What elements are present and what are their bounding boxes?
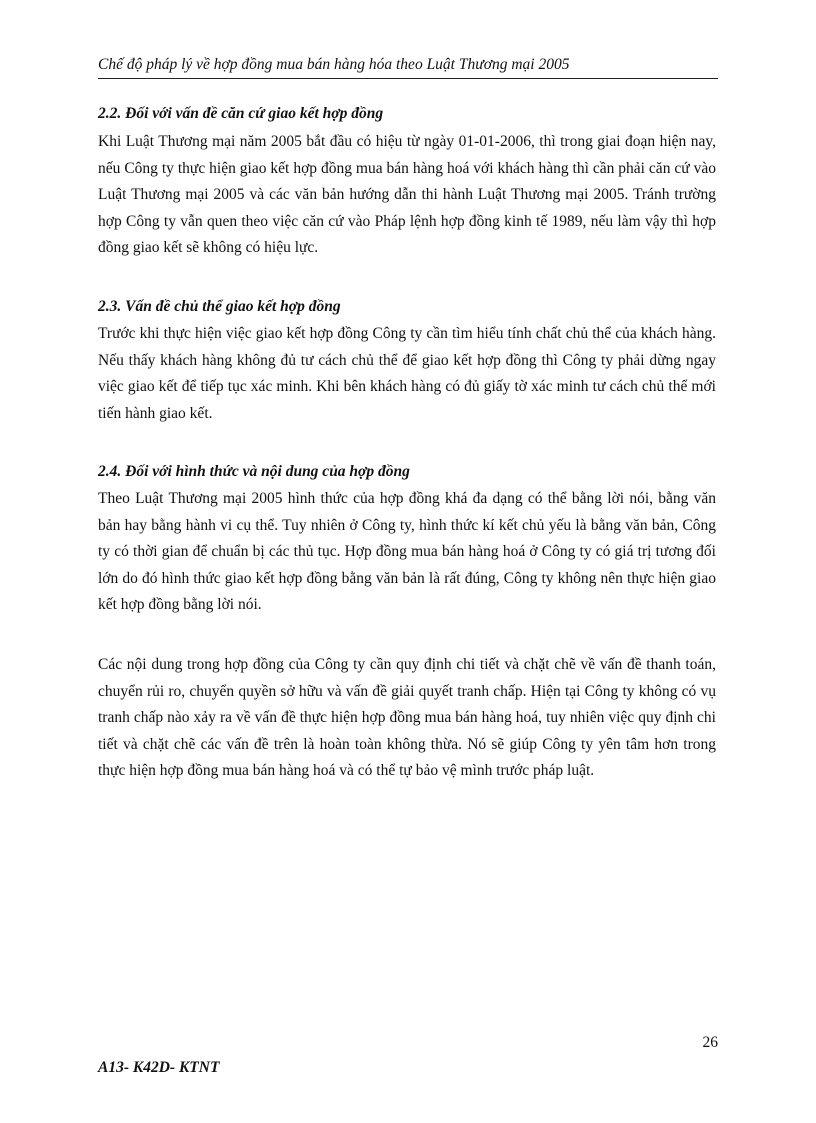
paragraph-2-2: Khi Luật Thương mại năm 2005 bắt đầu có hiệu từ ngày 01-01-2006, thì trong giai đoạn hiện nay, nếu Công ty thực hiện giao kết hợp đồng mua bán hàng hoá với khách hàng thì cần phải căn cứ vào Luật Thương mại 2005 và các văn bản hướng dẫn thi hành Luật Thương mại 2005. Tránh trường hợp Công ty vẫn quen theo việc căn cứ vào Pháp lệnh hợp đồng kinh tế 1989, nếu làm vậy thì hợp đồng giao kết sẽ không có hiệu lực.	[98, 133, 716, 256]
section-heading-2-4: 2.4. Đối với hình thức và nội dung của hợp đồng	[98, 463, 410, 480]
footer-class-code: A13- K42D- KTNT	[98, 1059, 220, 1076]
section-heading-2-2: 2.2. Đối với vấn đề căn cứ giao kết hợp đồng	[98, 105, 384, 122]
paragraph-2-4-form: Theo Luật Thương mại 2005 hình thức của hợp đồng khá đa dạng có thể bằng lời nói, bằng văn bản hay bằng hành vi cụ thể. Tuy nhiên ở Công ty, hình thức kí kết chủ yếu là bằng văn bản, Công ty có thời gian để chuẩn bị các thủ tục. Hợp đồng mua bán hàng hoá ở Công ty có giá trị tương đối lớn do đó hình thức giao kết hợp đồng bằng văn bản là rất đúng, Công ty không nên thực hiện giao kết hợp đồng bằng lời nói.	[98, 490, 716, 613]
running-header: Chế độ pháp lý về hợp đồng mua bán hàng hóa theo Luật Thương mại 2005	[98, 55, 718, 79]
page-number: 26	[702, 1034, 718, 1051]
section-heading-2-3: 2.3. Vấn đề chủ thể giao kết hợp đồng	[98, 298, 341, 315]
paragraph-2-3: Trước khi thực hiện việc giao kết hợp đồng Công ty cần tìm hiểu tính chất chủ thể của khách hàng. Nếu thấy khách hàng không đủ tư cách chủ thể để giao kết hợp đồng thì Công ty phải dừng ngay việc giao kết để tiếp tục xác minh. Khi bên khách hàng có đủ giấy tờ xác minh tư cách chủ thể mới tiến hành giao kết.	[98, 325, 716, 422]
paragraph-2-4-content: Các nội dung trong hợp đồng của Công ty cần quy định chi tiết và chặt chẽ về vấn đề thanh toán, chuyển rủi ro, chuyển quyền sở hữu và vấn đề giải quyết tranh chấp. Hiện tại Công ty không có vụ tranh chấp nào xảy ra về vấn đề thực hiện hợp đồng mua bán hàng hoá, tuy nhiên việc quy định chi tiết và chặt chẽ các vấn đề trên là hoàn toàn không thừa. Nó sẽ giúp Công ty yên tâm hơn trong thực hiện hợp đồng mua bán hàng hoá và có thể tự bảo vệ mình trước pháp luật.	[98, 656, 716, 779]
